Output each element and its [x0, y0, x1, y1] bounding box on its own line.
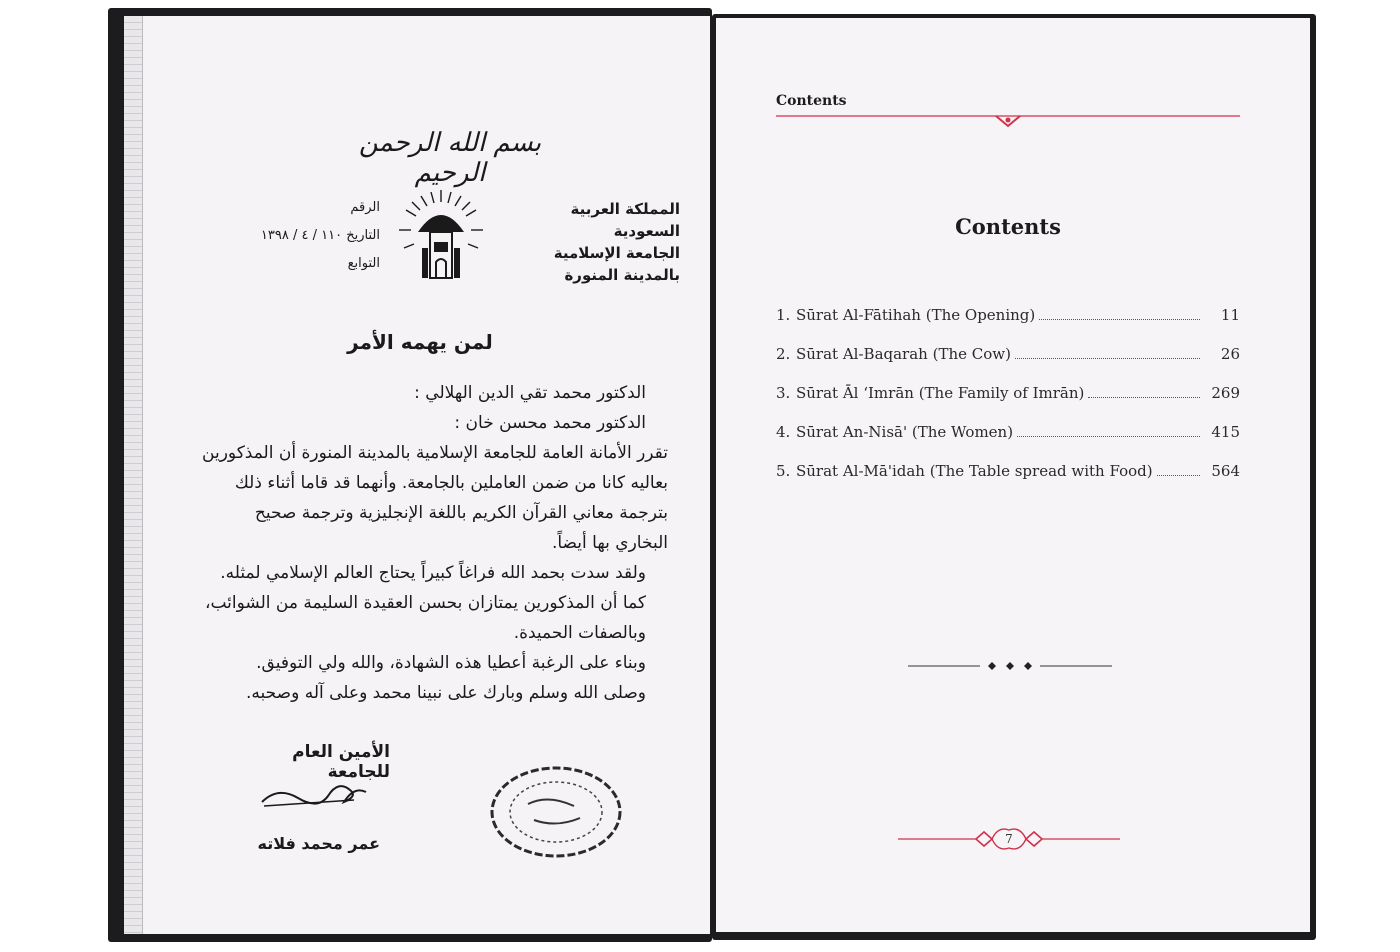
toc-entry-number: 3.: [776, 384, 791, 402]
toc-entry-page: 415: [1211, 423, 1240, 441]
running-header: Contents: [776, 93, 847, 109]
letter-paragraph: وصلى الله وسلم وبارك على نبينا محمد وعلى آله وصحبه.: [246, 683, 646, 703]
book-binding: [124, 16, 143, 934]
toc-leader-dots: [1039, 318, 1200, 320]
toc-leader-dots: [1017, 435, 1200, 437]
letter-body: [198, 378, 668, 708]
letter-paragraph: الدكتور محمد محسن خان :: [454, 413, 646, 433]
toc-entry[interactable]: [776, 306, 1240, 345]
signatory-title: الأمين العام للجامعة: [292, 742, 390, 782]
toc-leader-dots: [1088, 396, 1200, 398]
toc-entry-page: 11: [1220, 306, 1240, 324]
toc-leader-dots: [1157, 474, 1200, 476]
toc-title: Contents: [955, 214, 1061, 239]
letter-paragraph: تقرر الأمانة العامة للجامعة الإسلامية بالمدينة المنورة أن المذكورين بعاليه كانا من ضمن العاملين بالجامعة. وأنهما قد قاما أثناء ذلك بترجمة معاني القرآن الكريم باللغة الإنجليزية وترجمة صحيح البخاري بها أيضاً.: [202, 443, 668, 553]
toc-entry-title: Sūrat Āl ʻImrān (The Family of Imrān): [796, 384, 1085, 402]
bismillah-heading: بسم الله الرحمن الرحيم: [358, 128, 542, 188]
toc-entry-number: 2.: [776, 345, 791, 363]
addressee-line: لمن يهمه الأمر: [347, 330, 493, 354]
toc-entry[interactable]: [776, 462, 1240, 501]
page-number: 7: [1005, 832, 1013, 846]
official-stamp: [488, 764, 624, 860]
section-divider-ornament: [908, 656, 1112, 676]
toc-entry-title: Sūrat Al-Baqarah (The Cow): [796, 345, 1011, 363]
reference-block: [200, 194, 380, 278]
institution-name: [500, 198, 680, 286]
institution-line: بالمدينة المنورة: [564, 266, 680, 284]
handwritten-signature: [258, 776, 370, 810]
reference-attachments-label: التوابع: [347, 256, 380, 271]
table-of-contents: [776, 306, 1240, 501]
university-emblem-icon: [396, 188, 486, 280]
institution-line: المملكة العربية السعودية: [570, 200, 680, 240]
toc-entry-title: Sūrat Al-Fātihah (The Opening): [796, 306, 1036, 324]
letter-paragraph: الدكتور محمد تقي الدين الهلالي :: [414, 383, 646, 403]
toc-entry[interactable]: [776, 345, 1240, 384]
reference-date: التاريخ ١١٠ / ٤ / ١٣٩٨: [260, 228, 380, 243]
reference-number-label: الرقم: [350, 200, 380, 215]
toc-entry-title: Sūrat Al-Mā'idah (The Table spread with Food): [796, 462, 1153, 480]
toc-entry[interactable]: [776, 423, 1240, 462]
toc-entry-number: 1.: [776, 306, 791, 324]
toc-entry-number: 5.: [776, 462, 791, 480]
institution-line: الجامعة الإسلامية: [553, 244, 680, 262]
letter-paragraph: وبناء على الرغبة أعطيا هذه الشهادة، والله ولي التوفيق.: [256, 653, 646, 673]
toc-entry-page: 564: [1211, 462, 1240, 480]
toc-entry[interactable]: [776, 384, 1240, 423]
toc-entry-number: 4.: [776, 423, 791, 441]
signatory-name: عمر محمد فلاته: [257, 834, 380, 853]
toc-entry-title: Sūrat An-Nisā' (The Women): [796, 423, 1014, 441]
toc-entry-page: 269: [1211, 384, 1240, 402]
header-ornament-rule: [776, 110, 1240, 130]
toc-leader-dots: [1015, 357, 1200, 359]
toc-entry-page: 26: [1220, 345, 1240, 363]
letter-paragraph: ولقد سدت بحمد الله فراغاً كبيراً يحتاج العالم الإسلامي لمثله. كما أن المذكورين يمتازان بحسن العقيدة السليمة من الشوائب، وبالصفات الحميدة.: [204, 563, 646, 643]
